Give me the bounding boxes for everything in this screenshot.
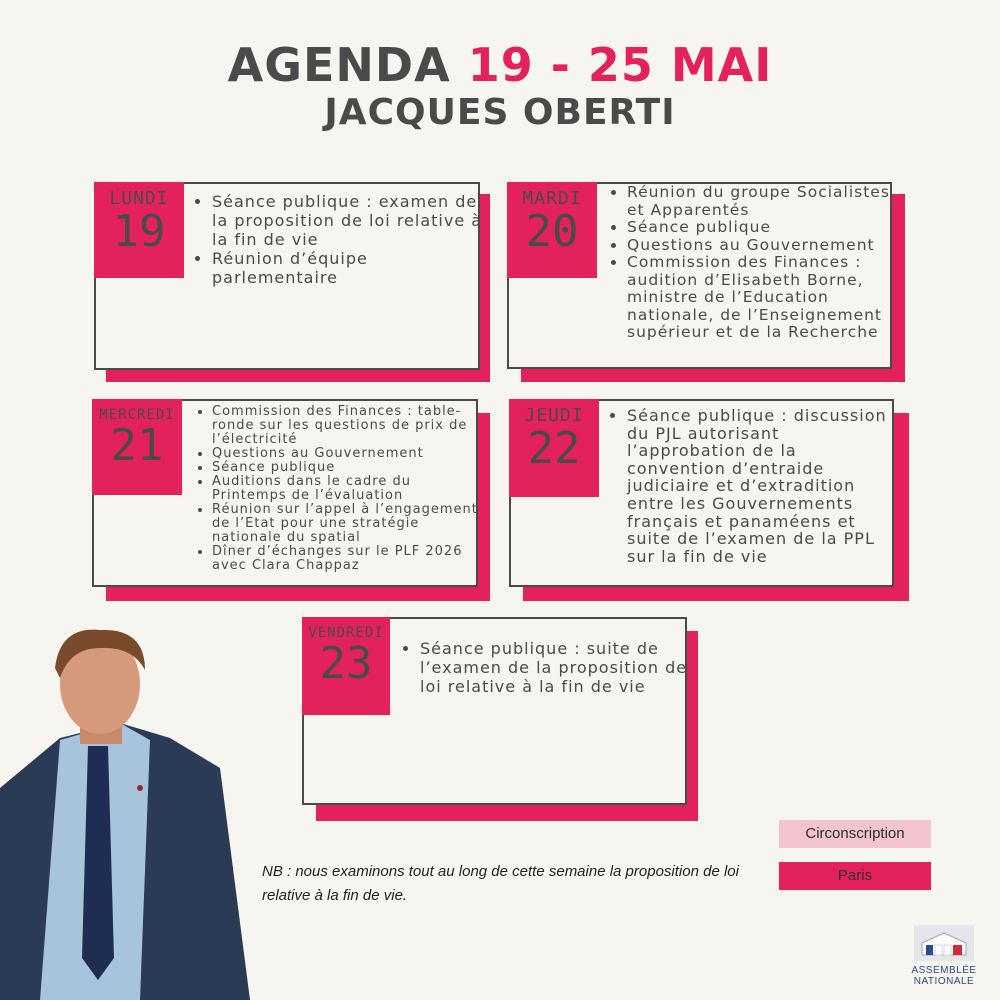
logo-line-2: NATIONALE — [913, 976, 975, 987]
day-tag — [509, 399, 599, 497]
agenda-title — [0, 38, 1000, 92]
list-item: • Séance publique : examen de la proposition de loi relative à la fin de vie — [212, 192, 484, 249]
day-items — [194, 192, 484, 287]
day-number: 21 — [110, 420, 164, 471]
day-tag — [92, 399, 182, 495]
list-item: • Séance publique : discussion du PJL autorisant l’approbation de la convention d’entraide judiciaire et d’extradition entre les Gouvernements français et panaméens et suite de l’examen de la PPL sur la fin de vie — [627, 407, 897, 565]
day-name: JEUDI — [524, 405, 584, 426]
day-name: LUNDI — [109, 188, 169, 209]
day-tag — [94, 182, 184, 278]
day-number: 22 — [527, 423, 581, 474]
logo-line-1: ASSEMBLÉE — [911, 965, 977, 976]
title-prefix: AGENDA — [227, 38, 451, 92]
list-item: • Auditions dans le cadre du Printemps de l’évaluation — [212, 475, 488, 503]
day-tag — [507, 182, 597, 278]
day-items — [609, 184, 903, 342]
hemicycle-icon — [914, 925, 974, 961]
list-item: • Séance publique : suite de l’examen de la proposition de loi relative à la fin de vie — [420, 639, 696, 696]
list-item: • Réunion sur l’appel à l’engagement de l’Etat pour une stratégie nationale du spatial — [212, 503, 488, 545]
assemblee-nationale-logo — [906, 925, 982, 991]
portrait-photo — [0, 628, 262, 1000]
day-name: MERCREDI — [99, 407, 175, 423]
list-item: • Questions au Gouvernement — [627, 237, 903, 255]
day-name: MARDI — [522, 188, 582, 209]
list-item: • Réunion du groupe Socialistes et Apparentés — [627, 184, 903, 219]
list-item: • Commission des Finances : audition d’Elisabeth Borne, ministre de l’Education nationale, de l’Enseignement supérieur et de la Recherche — [627, 254, 903, 342]
day-items — [609, 407, 897, 565]
title-dates: 19 - 25 MAI — [467, 38, 773, 92]
day-number: 23 — [319, 638, 373, 689]
list-item: • Séance publique — [627, 219, 903, 237]
note-text: NB : nous examinons tout au long de cette semaine la proposition de loi relative à la fin de vie. — [262, 863, 739, 904]
list-item: • Commission des Finances : table-ronde sur les questions de prix de l’électricité — [212, 405, 488, 447]
location-badge: Paris — [779, 862, 931, 890]
list-item: • Dîner d’échanges sur le PLF 2026 avec Clara Chappaz — [212, 545, 488, 573]
list-item: • Questions au Gouvernement — [212, 447, 488, 461]
day-tag — [302, 617, 390, 715]
day-items — [402, 639, 696, 696]
day-name: VENDREDI — [308, 625, 384, 641]
day-number: 19 — [112, 206, 166, 257]
circonscription-badge: Circonscription — [779, 820, 931, 848]
list-item: • Séance publique — [212, 461, 488, 475]
day-number: 20 — [525, 206, 579, 257]
day-items — [194, 405, 488, 573]
person-name: JACQUES OBERTI — [324, 92, 676, 133]
list-item: • Réunion d’équipe parlementaire — [212, 249, 484, 287]
